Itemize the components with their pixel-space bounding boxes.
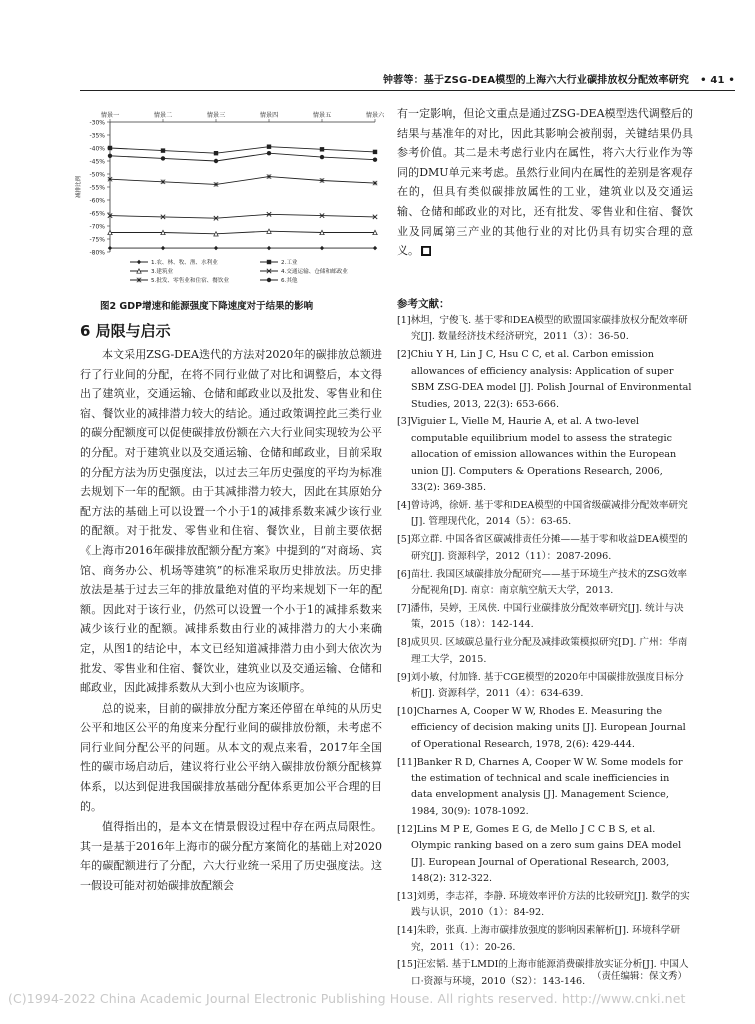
series-line-6 [110, 153, 375, 161]
end-mark-icon: ■ [422, 246, 430, 256]
reference-item: [8]成贝贝. 区域碳总量行业分配及减排政策模拟研究[D]. 广州：华南理工大学，2015. [397, 637, 688, 665]
data-point-6 [373, 158, 377, 162]
data-point-2 [108, 146, 112, 150]
right-column [397, 104, 693, 261]
x-tick-label: 情景一 [100, 112, 120, 119]
reference-item: [2]Chiu Y H, Lin J C, Hsu C C, et al. Carbon emission allowances of efficiency analysis: Application of super SBM ZSG-DEA model [J]. Polish Journal of Environmental Studies, 2013, 22(3): 653-666. [397, 349, 692, 410]
y-tick-label: -65% [89, 210, 105, 218]
legend-label: 3.建筑业 [151, 269, 174, 275]
legend-label: 6.其他 [281, 278, 298, 284]
paragraph-continued [397, 104, 693, 261]
figure-2-chart [70, 104, 388, 289]
data-point-6 [108, 154, 112, 158]
data-point-6 [214, 159, 218, 163]
paragraph-text: 有一定影响，但论文重点是通过ZSG-DEA模型迭代调整后的结果与基准年的对比，因此其影响会被削弱，关键结果仍具参考价值。其二是未考虑行业内在属性，将六大行业作为等同的DMU单元来考虑。虽然行业间内在属性的差别是客观存在的，但具有类似碳排放属性的工业，建筑业以及交通运输、仓储和邮政业的对比，还有批发、零售业和住宿、餐饮业及同属第三产业的其他行业的对比仍具有切实合理的意义。 [397, 107, 693, 258]
legend-marker [267, 278, 271, 282]
y-axis-label: 减排比例 [76, 175, 82, 199]
paragraph: 总的说来，目前的碳排放分配方案还停留在单纯的从历史公平和地区公平的角度来分配行业间的碳排放份额，未考虑不同行业间分配公平的问题。从本文的观点来看，2017年全国性的碳市场启动后，建议将行业公平纳入碳排放份额分配核算体系，以达到促进我国碳排放基础分配体系更加公平合理的目的。 [80, 701, 382, 813]
data-point-5 [320, 178, 324, 182]
data-point-6 [161, 156, 165, 160]
y-tick-label: -45% [89, 158, 105, 166]
copyright-watermark: (C)1994-2022 China Academic Journal Electronic Publishing House. All rights reserved. http://www.cnki.net [8, 991, 686, 1006]
page-number: • 41 • [700, 75, 735, 86]
reference-item: [9]刘小敏，付加锋. 基于CGE模型的2020年中国碳排放强度目标分析[J]. 资源科学，2011（4）：634-639. [397, 671, 684, 699]
data-point-5 [214, 182, 218, 186]
data-point-5 [267, 174, 271, 178]
data-point-1 [373, 246, 377, 250]
data-point-6 [320, 155, 324, 159]
data-point-5 [373, 181, 377, 185]
legend-label: 2.工业 [281, 260, 298, 266]
legend-marker [137, 278, 141, 282]
x-tick-label: 情景二 [153, 112, 173, 119]
data-point-1 [161, 246, 165, 250]
x-tick-label: 情景六 [365, 112, 385, 119]
x-tick-label: 情景五 [312, 112, 332, 119]
reference-item: [6]苗壮. 我国区域碳排放分配研究——基于环境生产技术的ZSG效率分配视角[D]. 南京：南京航空航天大学，2013. [397, 568, 688, 596]
reference-item: [1]林坦，宁俊飞. 基于零和DEA模型的欧盟国家碳排放权分配效率研究[J]. 数量经济技术经济研究，2011（3）：36-50. [397, 315, 688, 343]
legend-label: 5.批发、零售业和住宿、餐饮业 [151, 278, 230, 284]
running-title [383, 71, 735, 86]
x-tick-label: 情景四 [259, 112, 279, 119]
x-tick-label: 情景三 [206, 112, 226, 119]
legend-label: 4.交通运输、仓储和邮政业 [281, 269, 348, 275]
data-point-6 [267, 151, 271, 155]
reference-item: [10]Charnes A, Cooper W W, Rhodes E. Measuring the efficiency of decision making units [J]. European Journal of Operational Research, 1978, 2(6): 429-444. [397, 705, 686, 750]
y-tick-label: -30% [89, 119, 105, 127]
running-header [80, 70, 735, 91]
legend-marker [267, 260, 271, 264]
references-heading: 参考文献： [397, 298, 450, 310]
paragraph: 本文采用ZSG-DEA迭代的方法对2020年的碳排放总额进行了行业间的分配，在将不同行业做了对比和调整后，本文得出了建筑业，交通运输、仓储和邮政业以及批发、零售业和住宿、餐饮业的减排潜力较大的结论。通过政策调控此三类行业的碳分配额度可以促使碳排放份额在六大行业间实现较为公平的分配。对于建筑业以及交通运输、仓储和邮政业，目前采取的分配方法为历史强度法，以过去三年历史强度的平均为标准去规划下一年的配额。由于其减排潜力较大，因此在其原始分配方法的基础上可以设置一个小于1的减排系数来减少该行业的配额。对于批发、零售业和住宿、餐饮业，目前主要依据《上海市2016年碳排放配额分配方案》中提到的“对商场、宾馆、商务办公、机场等建筑”的标准采取历史排放法。历史排放法是基于过去三年的排放量绝对值的平均来规划下一年的配额。因此对于该行业，仍然可以设置一个小于1的减排系数来减少该行业的配额。减排系数由行业的减排潜力的大小来确定，从图1的结论中，本文已经知道减排潜力由小到大依次为批发、零售业和住宿、餐饮业，建筑业以及交通运输、仓储和邮政业，因此减排系数从大到小也应为该顺序。 [80, 348, 382, 695]
running-title-text: 钟蓉等：基于ZSG-DEA模型的上海六大行业碳排放权分配效率研究 [382, 75, 690, 86]
figure-caption: 图2 GDP增速和能源强度下降速度对于结果的影响 [100, 301, 314, 312]
y-tick-label: -60% [89, 197, 105, 205]
reference-item: [15]汪宏韬. 基于LMDI的上海市能源消费碳排放实证分析[J]. 中国人口·资源与环境，2010（S2）：143-146. [397, 959, 689, 987]
data-point-2 [320, 147, 324, 151]
reference-item: [14]朱聆，张真. 上海市碳排放强度的影响因素解析[J]. 环境科学研究，2011（1）：20-26. [397, 925, 681, 953]
paragraph: 值得指出的，是本文在情景假设过程中存在两点局限性。其一是基于2016年上海市的碳分配方案简化的基础上对2020年的碳配额进行了分配，六大行业统一采用了历史强度法。这一假设可能对初始碳排放配额会 [80, 820, 382, 893]
reference-item: [5]郑立群. 中国各省区碳减排责任分摊——基于零和收益DEA模型的研究[J]. 资源科学，2012（11）：2087-2096. [397, 534, 688, 562]
y-tick-label: -80% [89, 249, 105, 257]
y-tick-label: -70% [89, 223, 105, 231]
reference-item: [7]潘伟，吴婷，王凤侠. 中国行业碳排放分配效率研究[J]. 统计与决策，2015（18）：142-144. [397, 602, 684, 631]
data-point-1 [267, 246, 271, 250]
series-line-4 [110, 214, 375, 218]
section-title: 6 局限与启示 [80, 322, 171, 340]
reference-item: [4]曾诗鸿，徐妍. 基于零和DEA模型的中国省级碳减排分配效率研究[J]. 管理现代化，2014（5）：63-65. [397, 499, 688, 528]
responsible-editor: （责任编辑：保文秀） [592, 971, 688, 982]
y-tick-label: -50% [89, 171, 105, 179]
data-point-1 [108, 246, 112, 250]
data-point-1 [214, 246, 218, 250]
reference-item: [12]Lins M P E, Gomes E G, de Mello J C C B S, et al. Olympic ranking based on a zero sum gains DEA model [J]. European Journal of Operational Research, 2003, 148(2): 312-322. [397, 823, 682, 884]
series-line-5 [110, 177, 375, 185]
data-point-5 [161, 180, 165, 184]
reference-item: [3]Viguier L, Vielle M, Haurie A, et al. A two-level computable equilibrium model to assess the strategic allocation of emission allowances within the European union [J]. Computers & Operations Research, 2006, 33(2): 369-385. [397, 416, 677, 494]
legend-marker [137, 260, 141, 264]
data-point-2 [214, 151, 218, 155]
data-point-5 [108, 177, 112, 181]
data-point-2 [161, 148, 165, 152]
legend-label: 1.农、林、牧、渔、水利业 [151, 260, 218, 266]
data-point-2 [373, 150, 377, 154]
left-column [80, 345, 382, 897]
reference-item: [11]Banker R D, Charnes A, Cooper W W. Some models for the estimation of technical and scale inefficiencies in data envelopment analysis [J]. Management Science, 1984, 30(9): 1078-1092. [397, 756, 683, 817]
y-tick-label: -35% [89, 132, 105, 140]
reference-item: [13]刘勇，李志祥，李静. 环境效率评价方法的比较研究[J]. 数学的实践与认识，2010（1）：84-92. [397, 890, 690, 919]
data-point-2 [267, 145, 271, 149]
series-line-2 [110, 147, 375, 154]
y-tick-label: -75% [89, 236, 105, 244]
y-tick-label: -55% [89, 184, 105, 192]
series-line-3 [110, 231, 375, 234]
data-point-1 [320, 246, 324, 250]
references-list [397, 313, 693, 992]
y-tick-label: -40% [89, 145, 105, 153]
